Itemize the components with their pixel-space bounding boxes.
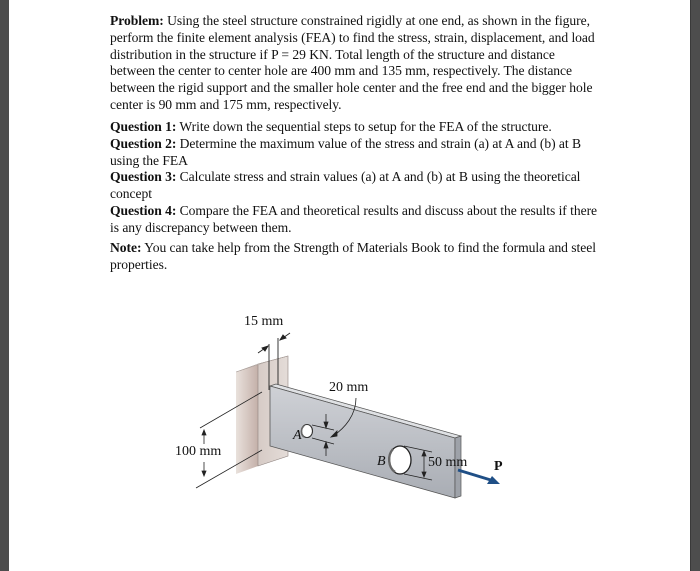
load-label: P	[494, 459, 503, 474]
hole-a-diameter-label: 20 mm	[329, 380, 369, 395]
problem-label: Problem:	[110, 13, 164, 28]
hole-b-diameter-label: 50 mm	[428, 455, 468, 470]
problem-text: Using the steel structure constrained rigidly at one end, as shown in the figure, perform the finite element analysis (FEA) to find the stress, strain, displacement, and load distribution in the structure if P = 29 KN. Total length of the structure and distance between the center to center hole are 400 mm and 135 mm, respectively. The distance between the rigid support and the smaller hole center and the free end and the bigger hole center is 90 mm and 175 mm, respectively.	[110, 13, 595, 112]
question-text: Determine the maximum value of the stress and strain (a) at A and (b) at B using the FEA	[110, 135, 581, 168]
hole-b	[389, 446, 411, 474]
question-text: Calculate stress and strain values (a) at A and (b) at B using the theoretical concept	[110, 169, 581, 202]
note-text: You can take help from the Strength of Materials Book to find the formula and steel properties.	[110, 240, 596, 272]
question-text: Compare the FEA and theoretical results and discuss about the results if there is any discrepancy between them.	[110, 202, 598, 235]
question-label: Question 4:	[110, 202, 177, 218]
question-label: Question 2:	[110, 135, 177, 151]
question-label: Question 1:	[110, 119, 177, 134]
point-a-label: A	[293, 428, 302, 443]
question-label: Question 3:	[110, 169, 177, 185]
thickness-label: 15 mm	[244, 314, 284, 329]
hole-a	[301, 425, 312, 438]
width-label: 100 mm	[175, 444, 222, 459]
question-text: Write down the sequential steps to setup for the FEA of the structure.	[176, 119, 552, 134]
point-b-label: B	[377, 454, 386, 469]
note-label: Note:	[110, 240, 142, 255]
